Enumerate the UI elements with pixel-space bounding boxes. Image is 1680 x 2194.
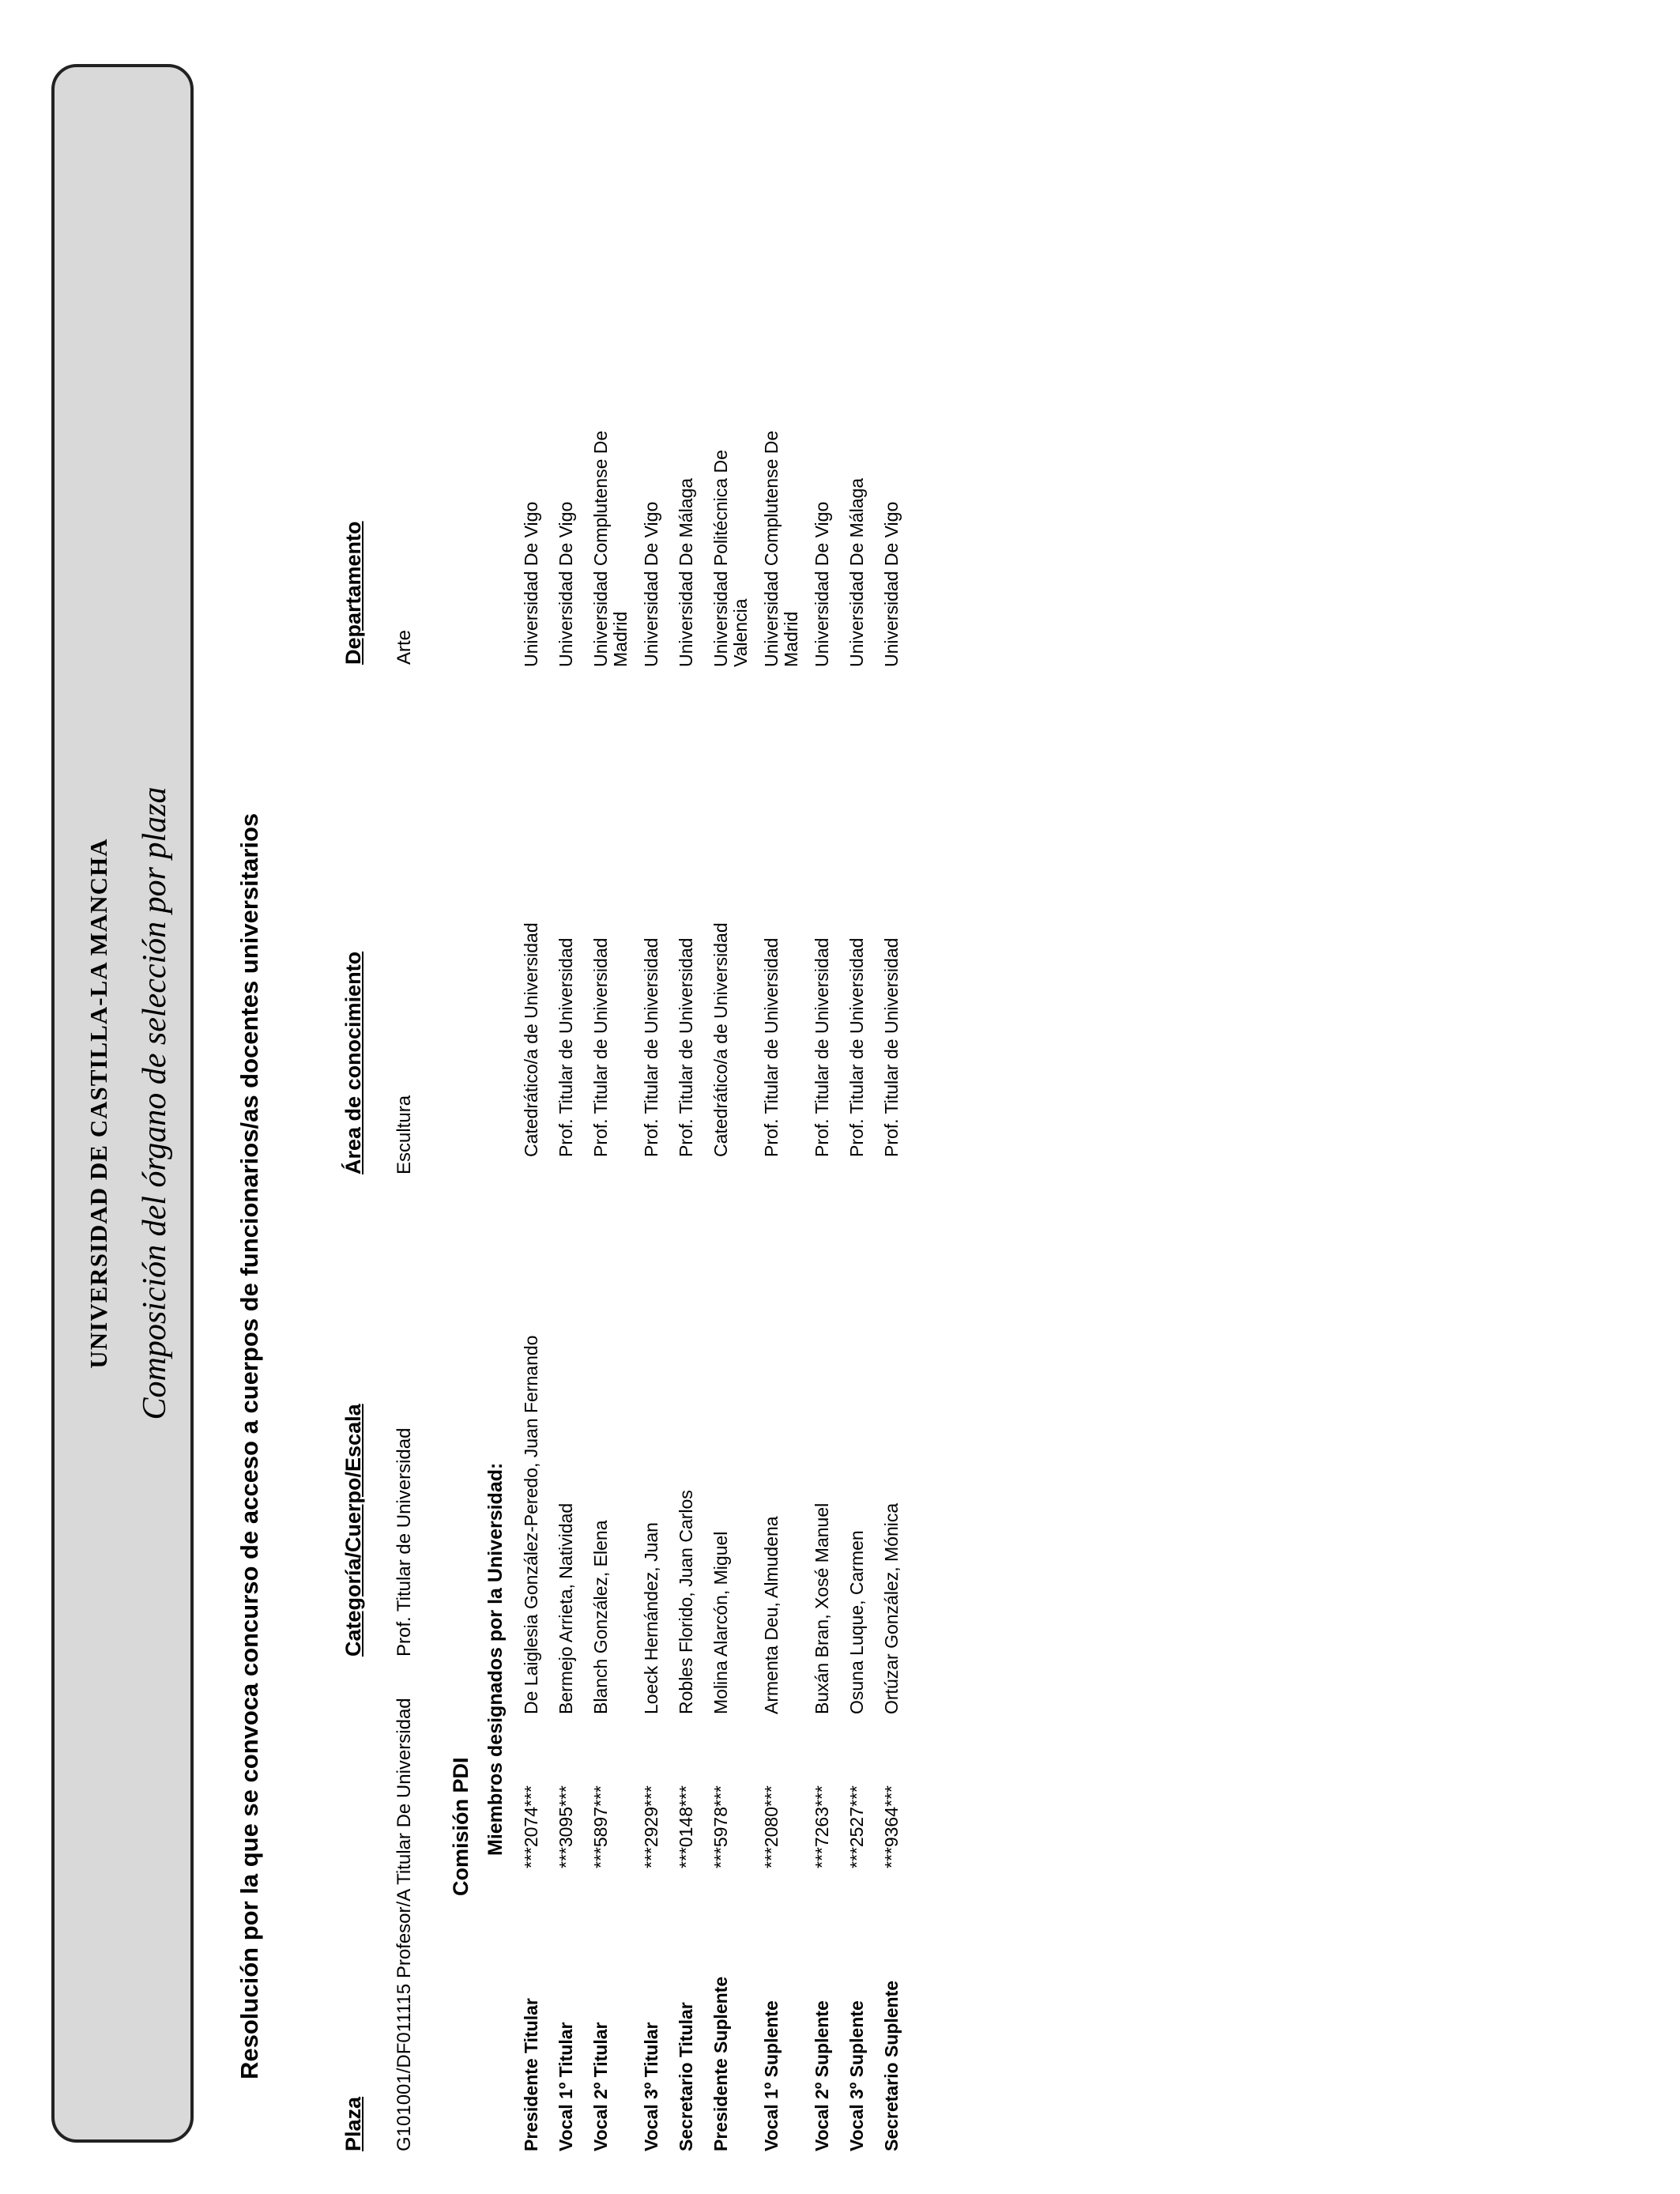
area-value: Escultura: [394, 1095, 415, 1174]
member-category: Prof. Titular de Universidad: [761, 937, 782, 1157]
member-id: ***7263***: [812, 1785, 832, 1868]
member-category: Prof. Titular de Universidad: [676, 937, 696, 1157]
departamento-value: Arte: [394, 629, 415, 665]
member-name: Molina Alarcón, Miguel: [710, 1531, 731, 1714]
member-id: ***2074***: [521, 1785, 541, 1868]
member-name: Robles Florido, Juan Carlos: [676, 1490, 696, 1714]
commission-title: Comisión PDI: [449, 1757, 473, 1896]
table-row: [882, 17, 917, 2151]
commission-subtitle: Miembros designados por la Universidad:: [484, 1462, 507, 1856]
member-role: Vocal 1º Titular: [556, 2022, 576, 2151]
member-role: Presidente Suplente: [710, 1976, 731, 2151]
table-row: [711, 17, 762, 2151]
resolution-title: Resolución por la que se convoca concurso de acceso a cuerpos de funcionarios/as docentes universitarios: [235, 812, 263, 2079]
plaza-header: Plaza: [341, 2096, 365, 2151]
member-id: ***5978***: [710, 1785, 731, 1868]
university-name: UNIVERSIDAD DE CASTILLA-LA MANCHA: [85, 838, 112, 1369]
table-row: [676, 17, 711, 2151]
categoria-value: Prof. Titular de Universidad: [394, 1427, 415, 1657]
member-university: Universidad Complutense De Madrid: [761, 430, 801, 667]
table-row: [556, 17, 591, 2151]
member-role: Vocal 1º Suplente: [761, 2000, 782, 2151]
member-category: Catedrático/a de Universidad: [710, 922, 731, 1157]
member-category: Prof. Titular de Universidad: [556, 937, 576, 1157]
table-row: [642, 17, 676, 2151]
member-role: Vocal 2º Titular: [590, 2022, 611, 2151]
member-name: Osuna Luque, Carmen: [846, 1530, 867, 1714]
member-id: ***2080***: [761, 1785, 782, 1868]
header-banner: [51, 64, 194, 2143]
member-category: Catedrático/a de Universidad: [521, 922, 541, 1157]
member-university: Universidad De Vigo: [641, 501, 661, 667]
member-id: ***9364***: [881, 1785, 902, 1868]
member-role: Vocal 3º Titular: [641, 2022, 661, 2151]
member-id: ***0148***: [676, 1785, 696, 1868]
departamento-header: Departamento: [341, 521, 365, 665]
member-name: Armenta Deu, Almudena: [761, 1516, 782, 1714]
table-row: [847, 17, 882, 2151]
member-role: Secretario Titular: [676, 2002, 696, 2151]
member-category: Prof. Titular de Universidad: [846, 937, 867, 1157]
member-name: Ortúzar González, Mónica: [881, 1502, 902, 1714]
plaza-value: G101001/DF011115 Profesor/A Titular De Universidad: [394, 1698, 415, 2151]
member-university: Universidad De Vigo: [812, 501, 832, 667]
table-row: [522, 17, 556, 2151]
member-name: Blanch González, Elena: [590, 1520, 611, 1714]
members-table: [522, 17, 917, 2151]
member-id: ***5897***: [590, 1785, 611, 1868]
member-role: Presidente Titular: [521, 1998, 541, 2151]
member-id: ***2929***: [641, 1785, 661, 1868]
member-category: Prof. Titular de Universidad: [590, 937, 611, 1157]
member-university: Universidad De Vigo: [881, 501, 902, 667]
member-name: Buxán Bran, Xosé Manuel: [812, 1502, 832, 1714]
area-header: Área de conocimiento: [341, 951, 365, 1174]
member-id: ***2527***: [846, 1785, 867, 1868]
table-row: [591, 17, 642, 2151]
member-id: ***3095***: [556, 1785, 576, 1868]
member-role: Vocal 2º Suplente: [812, 2000, 832, 2151]
member-category: Prof. Titular de Universidad: [641, 937, 661, 1157]
member-role: Secretario Suplente: [881, 1980, 902, 2151]
categoria-header: Categoría/Cuerpo/Escala: [341, 1404, 365, 1657]
member-name: Loeck Hernández, Juan: [641, 1522, 661, 1714]
member-category: Prof. Titular de Universidad: [881, 937, 902, 1157]
member-name: De Laiglesia González-Peredo, Juan Fernando: [521, 1335, 541, 1714]
member-university: Universidad De Vigo: [556, 501, 576, 667]
member-category: Prof. Titular de Universidad: [812, 937, 832, 1157]
member-name: Bermejo Arrieta, Natividad: [556, 1502, 576, 1714]
document-subtitle: Composición del órgano de selección por plaza: [137, 786, 173, 1420]
member-university: Universidad Complutense De Madrid: [590, 430, 631, 667]
member-role: Vocal 3º Suplente: [846, 2000, 867, 2151]
member-university: Universidad De Málaga: [676, 477, 696, 667]
table-row: [812, 17, 847, 2151]
member-university: Universidad De Málaga: [846, 477, 867, 667]
member-university: Universidad Politécnica De Valencia: [710, 450, 751, 667]
member-university: Universidad De Vigo: [521, 501, 541, 667]
table-row: [762, 17, 812, 2151]
